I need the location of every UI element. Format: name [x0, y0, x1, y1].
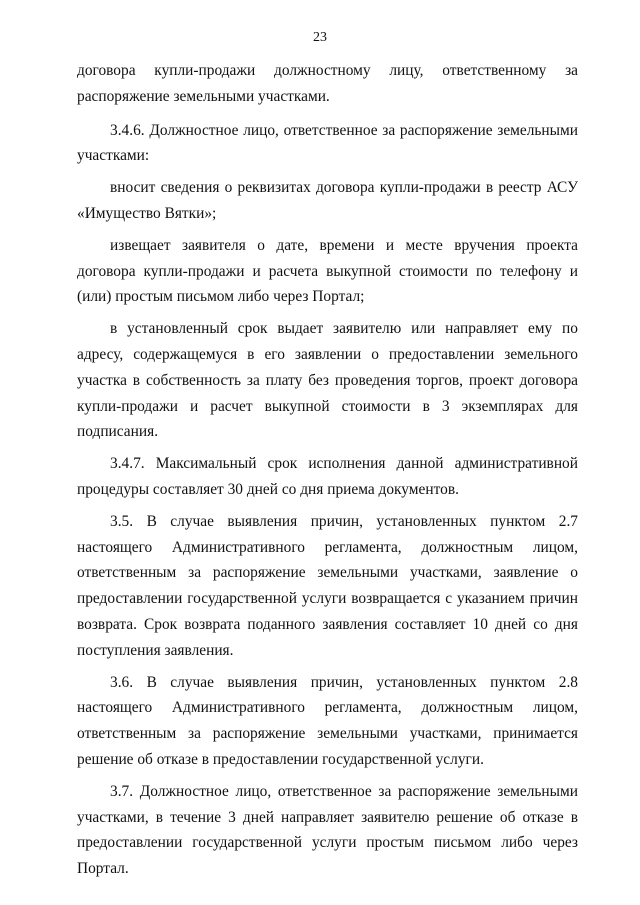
paragraph-3-4-7: 3.4.7. Максимальный срок исполнения данной административной процедуры составляет 30 дней со дня приема документов. — [77, 455, 578, 498]
paragraph-3-6: 3.6. В случае выявления причин, установленных пунктом 2.8 настоящего Административного регламента, должностным лицом, ответственным за распоряжение земельными участками, принимается решение об отказе в предоставлении государственной услуги. — [77, 673, 578, 768]
paragraph-registry-entry: вносит сведения о реквизитах договора купли-продажи в реестр АСУ «Имущество Вятки»; — [77, 179, 578, 222]
document-body — [77, 58, 578, 882]
paragraph-notify-applicant: извещает заявителя о дате, времени и месте вручения проекта договора купли-продажи и расчета выкупной стоимости по телефону и (или) простым письмом либо через Портал; — [77, 236, 578, 306]
paragraph-3-5: 3.5. В случае выявления причин, установленных пунктом 2.7 настоящего Административного регламента, должностным лицом, ответственным за распоряжение земельными участками, заявление о предоставлении государственной услуги возвращается с указанием причин возврата. Срок возврата поданного заявления составляет 10 дней со дня поступления заявления. — [77, 512, 578, 659]
page-number: 23 — [313, 30, 327, 45]
paragraph-3-7: 3.7. Должностное лицо, ответственное за распоряжение земельными участками, в течение 3 дней направляет заявителю решение об отказе в предоставлении государственной услуги простым письмом либо через Портал. — [77, 782, 578, 878]
paragraph-issue-contract: в установленный срок выдает заявителю или направляет ему по адресу, содержащемуся в его заявлении о предоставлении земельного участка в собственность за плату без проведения торгов, проект договора купли-продажи и расчет выкупной стоимости в 3 экземплярах для подписания. — [77, 320, 578, 441]
paragraph-3-4-6: 3.4.6. Должностное лицо, ответственное за распоряжение земельными участками: — [77, 121, 578, 165]
paragraph-continuation: договора купли-продажи должностному лицу, ответственному за распоряжение земельными участками. — [77, 62, 578, 105]
